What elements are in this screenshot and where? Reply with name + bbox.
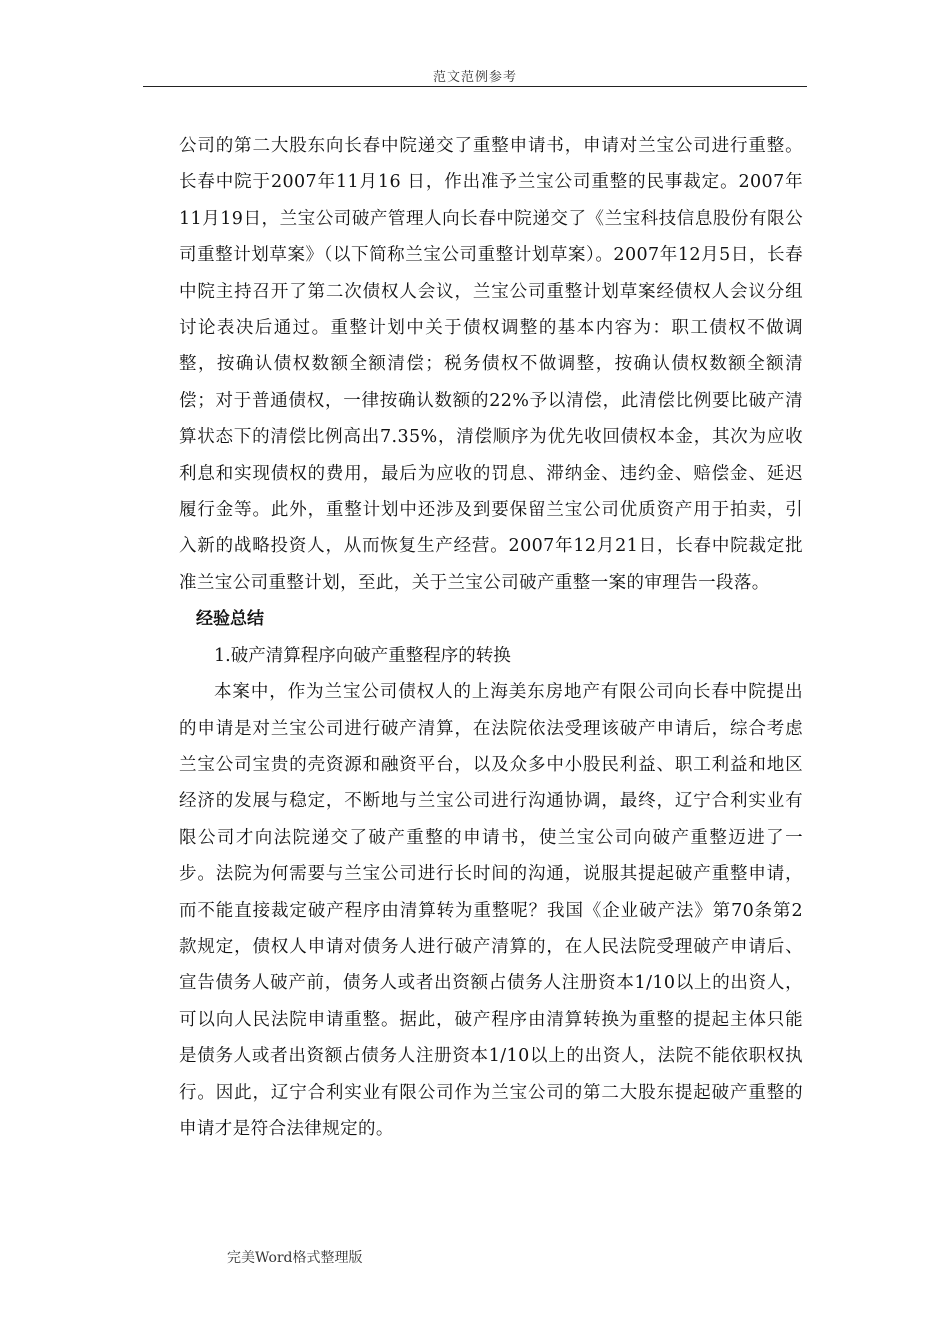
body-paragraph-1: 公司的第二大股东向长春中院递交了重整申请书，申请对兰宝公司进行重整。长春中院于2007年11月16 日，作出准予兰宝公司重整的民事裁定。2007年11月19日，兰宝公司破产管理人向长春中院递交了《兰宝科技信息股份有限公司重整计划草案》（以下简称兰宝公司重整计划草案）。2007年12月5日，长春中院主持召开了第二次债权人会议，兰宝公司重整计划草案经债权人会议分组讨论表决后通过。重整计划中关于债权调整的基本内容为：职工债权不做调整，按确认债权数额全额清偿；税务债权不做调整，按确认债权数额全额清偿；对于普通债权，一律按确认数额的22%予以清偿，此清偿比例要比破产清算状态下的清偿比例高出7.35%，清偿顺序为优先收回债权本金，其次为应收利息和实现债权的费用，最后为应收的罚息、滞纳金、违约金、赔偿金、延迟履行金等。此外，重整计划中还涉及到要保留兰宝公司优质资产用于拍卖，引入新的战略投资人，从而恢复生产经营。2007年12月21日，长春中院裁定批准兰宝公司重整计划，至此，关于兰宝公司破产重整一案的审理告一段落。 [179,136,803,593]
page-footer-text: 完美Word格式整理版 [227,1250,363,1266]
body-paragraph-2: 本案中，作为兰宝公司债权人的上海美东房地产有限公司向长春中院提出的申请是对兰宝公司进行破产清算，在法院依法受理该破产申请后，综合考虑兰宝公司宝贵的壳资源和融资平台，以及众多中小股民利益、职工利益和地区经济的发展与稳定，不断地与兰宝公司进行沟通协调，最终，辽宁合利实业有限公司才向法院递交了破产重整的申请书，使兰宝公司向破产重整迈进了一步。法院为何需要与兰宝公司进行长时间的沟通，说服其提起破产重整申请，而不能直接裁定破产程序由清算转为重整呢？我国《企业破产法》第70条第2款规定，债权人申请对债务人进行破产清算的，在人民法院受理破产申请后、宣告债务人破产前，债务人或者出资额占债务人注册资本1/10以上的出资人，可以向人民法院申请重整。据此，破产程序由清算转换为重整的提起主体只能是债务人或者出资额占债务人注册资本1/10以上的出资人，法院不能依职权执行。因此，辽宁合利实业有限公司作为兰宝公司的第二大股东提起破产重整的申请才是符合法律规定的。 [179,682,803,1139]
document-body [179,128,803,1147]
page-header-title: 范文范例参考 [432,70,517,85]
header-divider [143,86,807,87]
subsection-heading: 1.破产清算程序向破产重整程序的转换 [214,645,511,666]
section-heading: 经验总结 [196,609,264,630]
